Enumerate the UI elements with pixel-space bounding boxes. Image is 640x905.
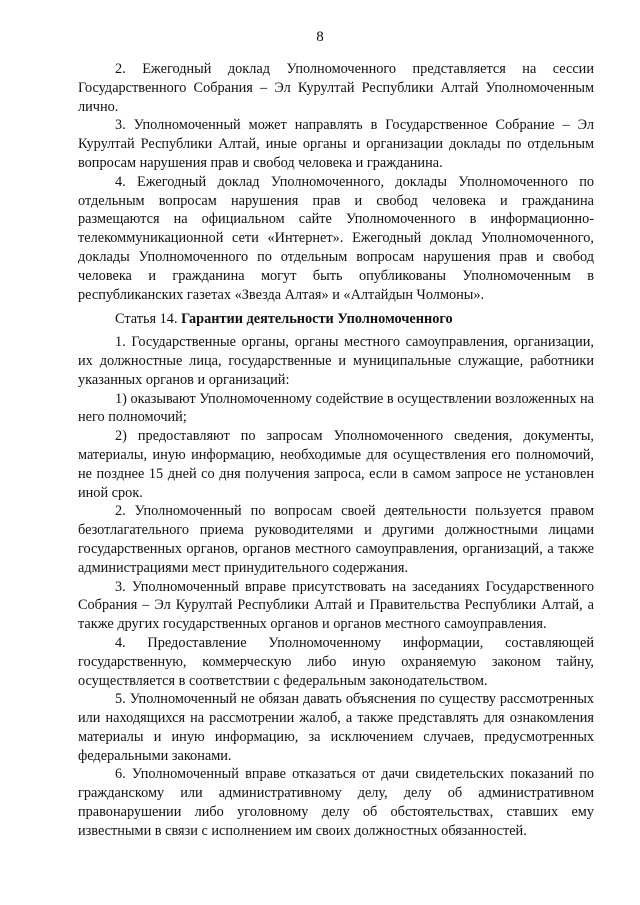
paragraph: 2. Ежегодный доклад Уполномоченного представляется на сессии Государственного Собрания – Эл Курултай Республики Алтай Уполномоченным лично. (78, 61, 594, 115)
page-number: 8 (316, 29, 324, 45)
paragraph: 4. Ежегодный доклад Уполномоченного, доклады Уполномоченного по отдельным вопросам нарушения прав и свобод человека и гражданина размещаются на официальном сайте Уполномоченного в информационно-телекоммуникационной сети «Интернет». Ежегодный доклад Уполномоченного, доклады Уполномоченного по отдельным вопросам нарушения прав и свобод человека и гражданина могут быть опубликованы Уполномоченным в республиканских газетах «Звезда Алтая» и «Алтайдын Чолмоны». (78, 173, 594, 303)
paragraph: 2. Уполномоченный по вопросам своей деятельности пользуется правом безотлагательного приема руководителями и другими должностными лицами государственных органов, органов местного самоуправления, организаций, а также администрациями мест принудительного содержания. (78, 503, 594, 576)
paragraph: 1) оказывают Уполномоченному содействие в осуществлении возложенных на него полномочий; (78, 390, 594, 426)
paragraph: 3. Уполномоченный может направлять в Государственное Собрание – Эл Курултай Республики Алтай, иные органы и организации доклады по отдельным вопросам нарушения прав и свобод человека и гражданина. (78, 117, 594, 171)
article-heading (78, 310, 594, 329)
paragraph: 3. Уполномоченный вправе присутствовать на заседаниях Государственного Собрания – Эл Курултай Республики Алтай и Правительства Республики Алтай, а также других государственных органов и органов местного самоуправления. (78, 578, 594, 633)
article-title: Гарантии деятельности Уполномоченного (181, 311, 453, 328)
paragraph: 2) предоставляют по запросам Уполномоченного сведения, документы, материалы, иную информацию, необходимые для осуществления его полномочий, не позднее 15 дней со дня получения запроса, если в самом запросе не установлен иной срок. (78, 428, 594, 501)
paragraph: 4. Предоставление Уполномоченному информации, составляющей государственную, коммерческую либо иную охраняемую законом тайну, осуществляется в соответствии с федеральным законодательством. (78, 634, 594, 689)
paragraph: 6. Уполномоченный вправе отказаться от дачи свидетельских показаний по гражданскому или административному делу, делу об административном правонарушении либо уголовному делу об обстоятельствах, ставших ему известными в связи с исполнением им своих должностных обязанностей. (78, 766, 594, 839)
paragraph: 5. Уполномоченный не обязан давать объяснения по существу рассмотренных или находящихся на рассмотрении жалоб, а также представлять для ознакомления материалы и иную информацию, за исключением случаев, предусмотренных федеральными законами. (78, 691, 594, 764)
document-body (78, 60, 594, 841)
paragraph: 1. Государственные органы, органы местного самоуправления, организации, их должностные лица, государственные и муниципальные служащие, работники указанных органов и организаций: (78, 334, 594, 388)
article-label: Статья 14. (115, 311, 178, 328)
